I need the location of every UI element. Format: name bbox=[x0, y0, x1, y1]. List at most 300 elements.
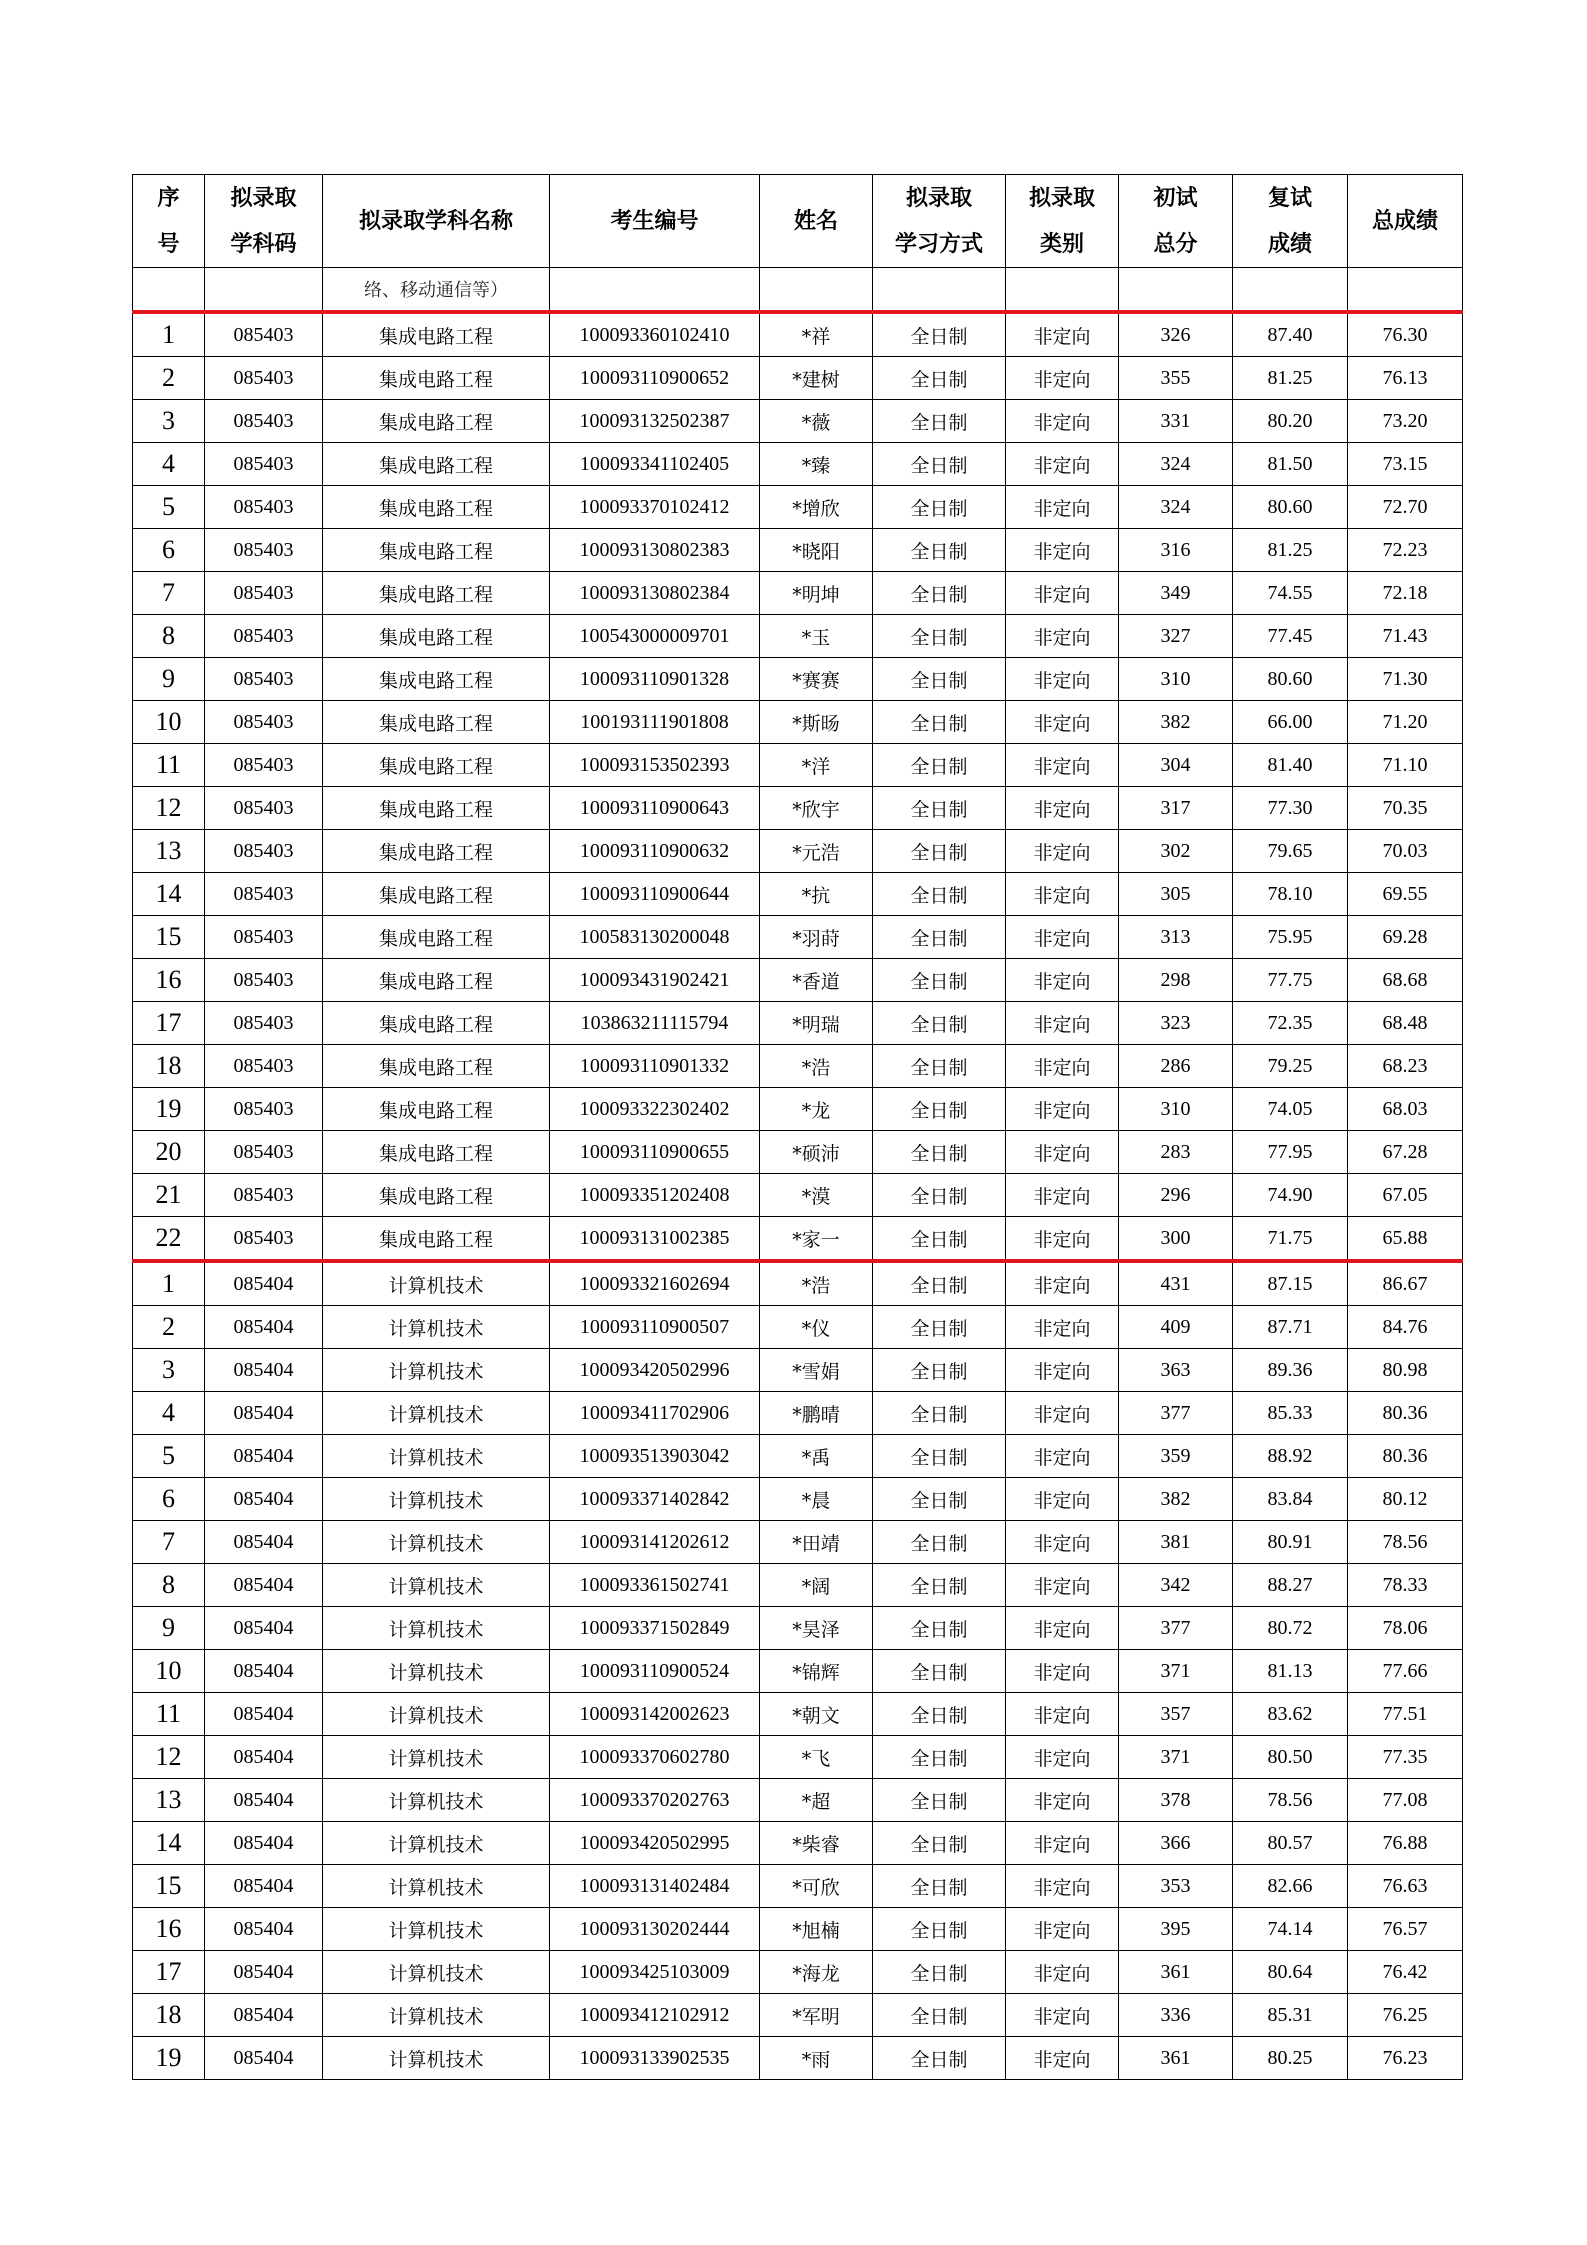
header-subject-name: 拟录取学科名称 bbox=[323, 175, 550, 268]
header-category: 拟录取 类别 bbox=[1006, 175, 1119, 268]
header-study-mode: 拟录取 学习方式 bbox=[873, 175, 1006, 268]
cell-retest-score: 87.71 bbox=[1233, 1306, 1348, 1349]
cell-study-mode: 全日制 bbox=[873, 1908, 1006, 1951]
cell-category: 非定向 bbox=[1006, 1822, 1119, 1865]
cell-candidate-id: 100193111901808 bbox=[550, 701, 760, 744]
cell-subject-code: 085403 bbox=[205, 658, 323, 701]
cell-student-name: *羽莳 bbox=[760, 916, 873, 959]
table-row bbox=[133, 486, 1463, 529]
cell-seq: 14 bbox=[133, 1822, 205, 1865]
cell-subject-name: 集成电路工程 bbox=[323, 1002, 550, 1045]
cell-retest-score: 75.95 bbox=[1233, 916, 1348, 959]
cell-student-name: *禹 bbox=[760, 1435, 873, 1478]
cell-study-mode: 全日制 bbox=[873, 830, 1006, 873]
cell-candidate-id: 100543000009701 bbox=[550, 615, 760, 658]
table-body bbox=[133, 312, 1463, 2080]
cell-seq: 9 bbox=[133, 658, 205, 701]
header-code: 拟录取 学科码 bbox=[205, 175, 323, 268]
cell-subject-code: 085403 bbox=[205, 357, 323, 400]
table-row bbox=[133, 658, 1463, 701]
cell-total-score: 76.13 bbox=[1348, 357, 1463, 400]
cell-seq: 10 bbox=[133, 701, 205, 744]
cell-seq: 6 bbox=[133, 1478, 205, 1521]
cell-seq: 3 bbox=[133, 1349, 205, 1392]
table-row bbox=[133, 1131, 1463, 1174]
cell-subject-name: 集成电路工程 bbox=[323, 658, 550, 701]
cell-student-name: *硕沛 bbox=[760, 1131, 873, 1174]
cell-subject-code: 085404 bbox=[205, 1908, 323, 1951]
cell-retest-score: 80.20 bbox=[1233, 400, 1348, 443]
cell-seq: 15 bbox=[133, 1865, 205, 1908]
cell-subject-code: 085403 bbox=[205, 959, 323, 1002]
cell-total-score: 78.56 bbox=[1348, 1521, 1463, 1564]
cell-initial-score: 302 bbox=[1119, 830, 1233, 873]
table-row bbox=[133, 701, 1463, 744]
table-row bbox=[133, 2037, 1463, 2080]
cell-total-score: 68.23 bbox=[1348, 1045, 1463, 1088]
cell-student-name: *增欣 bbox=[760, 486, 873, 529]
header-student-name: 姓名 bbox=[760, 175, 873, 268]
cell-candidate-id: 100093431902421 bbox=[550, 959, 760, 1002]
cell-retest-score: 80.64 bbox=[1233, 1951, 1348, 1994]
table-row bbox=[133, 1349, 1463, 1392]
cell-candidate-id: 100093110901332 bbox=[550, 1045, 760, 1088]
table-row bbox=[133, 1564, 1463, 1607]
cell-student-name: *斯旸 bbox=[760, 701, 873, 744]
table-row bbox=[133, 400, 1463, 443]
cell-seq: 12 bbox=[133, 787, 205, 830]
cell-total-score: 76.23 bbox=[1348, 2037, 1463, 2080]
cell-initial-score: 409 bbox=[1119, 1306, 1233, 1349]
cell-initial-score: 349 bbox=[1119, 572, 1233, 615]
cell-subject-code: 085403 bbox=[205, 1002, 323, 1045]
cell-retest-score: 80.60 bbox=[1233, 658, 1348, 701]
cell-subject-name: 计算机技术 bbox=[323, 1865, 550, 1908]
note-cell-empty bbox=[760, 268, 873, 313]
cell-subject-code: 085403 bbox=[205, 873, 323, 916]
note-cell-empty bbox=[1006, 268, 1119, 313]
cell-total-score: 72.18 bbox=[1348, 572, 1463, 615]
cell-retest-score: 71.75 bbox=[1233, 1217, 1348, 1262]
cell-seq: 11 bbox=[133, 1693, 205, 1736]
cell-student-name: *阔 bbox=[760, 1564, 873, 1607]
cell-initial-score: 395 bbox=[1119, 1908, 1233, 1951]
cell-initial-score: 317 bbox=[1119, 787, 1233, 830]
cell-study-mode: 全日制 bbox=[873, 572, 1006, 615]
cell-initial-score: 381 bbox=[1119, 1521, 1233, 1564]
cell-retest-score: 80.72 bbox=[1233, 1607, 1348, 1650]
cell-total-score: 77.35 bbox=[1348, 1736, 1463, 1779]
cell-total-score: 76.42 bbox=[1348, 1951, 1463, 1994]
cell-subject-name: 集成电路工程 bbox=[323, 486, 550, 529]
cell-subject-code: 085403 bbox=[205, 744, 323, 787]
cell-category: 非定向 bbox=[1006, 1174, 1119, 1217]
cell-seq: 16 bbox=[133, 1908, 205, 1951]
cell-subject-name: 计算机技术 bbox=[323, 1994, 550, 2037]
cell-candidate-id: 100093110900632 bbox=[550, 830, 760, 873]
cell-retest-score: 78.56 bbox=[1233, 1779, 1348, 1822]
cell-subject-name: 计算机技术 bbox=[323, 1521, 550, 1564]
cell-study-mode: 全日制 bbox=[873, 959, 1006, 1002]
table-row bbox=[133, 873, 1463, 916]
cell-student-name: *浩 bbox=[760, 1045, 873, 1088]
cell-subject-name: 计算机技术 bbox=[323, 1261, 550, 1306]
cell-subject-name: 计算机技术 bbox=[323, 1650, 550, 1693]
cell-category: 非定向 bbox=[1006, 744, 1119, 787]
cell-study-mode: 全日制 bbox=[873, 1736, 1006, 1779]
cell-total-score: 78.06 bbox=[1348, 1607, 1463, 1650]
cell-student-name: *晓阳 bbox=[760, 529, 873, 572]
cell-category: 非定向 bbox=[1006, 1217, 1119, 1262]
cell-initial-score: 331 bbox=[1119, 400, 1233, 443]
cell-initial-score: 305 bbox=[1119, 873, 1233, 916]
cell-seq: 4 bbox=[133, 443, 205, 486]
cell-study-mode: 全日制 bbox=[873, 1306, 1006, 1349]
cell-candidate-id: 100093153502393 bbox=[550, 744, 760, 787]
cell-subject-code: 085403 bbox=[205, 572, 323, 615]
cell-subject-name: 集成电路工程 bbox=[323, 744, 550, 787]
cell-retest-score: 81.25 bbox=[1233, 529, 1348, 572]
cell-study-mode: 全日制 bbox=[873, 1607, 1006, 1650]
cell-category: 非定向 bbox=[1006, 787, 1119, 830]
cell-total-score: 70.03 bbox=[1348, 830, 1463, 873]
cell-study-mode: 全日制 bbox=[873, 312, 1006, 357]
cell-seq: 17 bbox=[133, 1951, 205, 1994]
cell-candidate-id: 100093110900655 bbox=[550, 1131, 760, 1174]
cell-candidate-id: 100093110901328 bbox=[550, 658, 760, 701]
cell-initial-score: 310 bbox=[1119, 1088, 1233, 1131]
cell-total-score: 71.10 bbox=[1348, 744, 1463, 787]
cell-seq: 19 bbox=[133, 2037, 205, 2080]
cell-student-name: *柴睿 bbox=[760, 1822, 873, 1865]
cell-seq: 1 bbox=[133, 312, 205, 357]
cell-category: 非定向 bbox=[1006, 830, 1119, 873]
cell-seq: 16 bbox=[133, 959, 205, 1002]
table-row bbox=[133, 959, 1463, 1002]
cell-subject-code: 085403 bbox=[205, 529, 323, 572]
cell-total-score: 76.25 bbox=[1348, 1994, 1463, 2037]
cell-initial-score: 359 bbox=[1119, 1435, 1233, 1478]
cell-subject-code: 085403 bbox=[205, 1131, 323, 1174]
cell-candidate-id: 100093132502387 bbox=[550, 400, 760, 443]
cell-total-score: 68.68 bbox=[1348, 959, 1463, 1002]
cell-seq: 21 bbox=[133, 1174, 205, 1217]
cell-subject-code: 085404 bbox=[205, 1693, 323, 1736]
cell-retest-score: 80.25 bbox=[1233, 2037, 1348, 2080]
cell-retest-score: 77.45 bbox=[1233, 615, 1348, 658]
cell-total-score: 67.05 bbox=[1348, 1174, 1463, 1217]
cell-subject-code: 085404 bbox=[205, 1650, 323, 1693]
cell-retest-score: 80.60 bbox=[1233, 486, 1348, 529]
cell-study-mode: 全日制 bbox=[873, 1951, 1006, 1994]
cell-retest-score: 81.50 bbox=[1233, 443, 1348, 486]
cell-subject-code: 085403 bbox=[205, 830, 323, 873]
cell-subject-code: 085404 bbox=[205, 1478, 323, 1521]
header-seq: 序 号 bbox=[133, 175, 205, 268]
cell-subject-name: 集成电路工程 bbox=[323, 400, 550, 443]
cell-subject-code: 085403 bbox=[205, 443, 323, 486]
table-row bbox=[133, 1392, 1463, 1435]
cell-candidate-id: 100093131002385 bbox=[550, 1217, 760, 1262]
cell-candidate-id: 100093141202612 bbox=[550, 1521, 760, 1564]
cell-student-name: *田靖 bbox=[760, 1521, 873, 1564]
cell-study-mode: 全日制 bbox=[873, 1521, 1006, 1564]
cell-initial-score: 377 bbox=[1119, 1392, 1233, 1435]
cell-category: 非定向 bbox=[1006, 486, 1119, 529]
cell-seq: 10 bbox=[133, 1650, 205, 1693]
cell-category: 非定向 bbox=[1006, 1736, 1119, 1779]
cell-initial-score: 371 bbox=[1119, 1650, 1233, 1693]
cell-total-score: 72.70 bbox=[1348, 486, 1463, 529]
cell-subject-code: 085404 bbox=[205, 1261, 323, 1306]
cell-subject-code: 085403 bbox=[205, 312, 323, 357]
cell-study-mode: 全日制 bbox=[873, 916, 1006, 959]
cell-study-mode: 全日制 bbox=[873, 873, 1006, 916]
cell-category: 非定向 bbox=[1006, 701, 1119, 744]
cell-study-mode: 全日制 bbox=[873, 1564, 1006, 1607]
table-row bbox=[133, 1951, 1463, 1994]
cell-student-name: *雨 bbox=[760, 2037, 873, 2080]
cell-initial-score: 283 bbox=[1119, 1131, 1233, 1174]
cell-subject-name: 计算机技术 bbox=[323, 1908, 550, 1951]
cell-candidate-id: 100093351202408 bbox=[550, 1174, 760, 1217]
cell-student-name: *洋 bbox=[760, 744, 873, 787]
cell-category: 非定向 bbox=[1006, 443, 1119, 486]
cell-candidate-id: 100093142002623 bbox=[550, 1693, 760, 1736]
cell-student-name: *香道 bbox=[760, 959, 873, 1002]
note-row bbox=[133, 268, 1463, 313]
cell-study-mode: 全日制 bbox=[873, 1650, 1006, 1693]
table-row bbox=[133, 1088, 1463, 1131]
cell-total-score: 77.51 bbox=[1348, 1693, 1463, 1736]
cell-total-score: 77.08 bbox=[1348, 1779, 1463, 1822]
cell-total-score: 73.20 bbox=[1348, 400, 1463, 443]
cell-subject-code: 085403 bbox=[205, 787, 323, 830]
cell-subject-name: 计算机技术 bbox=[323, 1693, 550, 1736]
cell-candidate-id: 100093133902535 bbox=[550, 2037, 760, 2080]
cell-subject-name: 集成电路工程 bbox=[323, 443, 550, 486]
cell-candidate-id: 100093321602694 bbox=[550, 1261, 760, 1306]
cell-category: 非定向 bbox=[1006, 1521, 1119, 1564]
cell-subject-name: 计算机技术 bbox=[323, 1736, 550, 1779]
cell-candidate-id: 100583130200048 bbox=[550, 916, 760, 959]
cell-category: 非定向 bbox=[1006, 615, 1119, 658]
cell-study-mode: 全日制 bbox=[873, 1693, 1006, 1736]
table-row bbox=[133, 916, 1463, 959]
cell-candidate-id: 100093110900652 bbox=[550, 357, 760, 400]
cell-category: 非定向 bbox=[1006, 1564, 1119, 1607]
cell-subject-code: 085404 bbox=[205, 1564, 323, 1607]
cell-initial-score: 296 bbox=[1119, 1174, 1233, 1217]
cell-subject-name: 计算机技术 bbox=[323, 1478, 550, 1521]
admission-table bbox=[132, 174, 1463, 2080]
cell-initial-score: 336 bbox=[1119, 1994, 1233, 2037]
cell-seq: 11 bbox=[133, 744, 205, 787]
table-row bbox=[133, 1865, 1463, 1908]
cell-study-mode: 全日制 bbox=[873, 1779, 1006, 1822]
cell-candidate-id: 100093130202444 bbox=[550, 1908, 760, 1951]
cell-retest-score: 88.92 bbox=[1233, 1435, 1348, 1478]
cell-subject-name: 计算机技术 bbox=[323, 1392, 550, 1435]
cell-subject-code: 085404 bbox=[205, 1607, 323, 1650]
cell-category: 非定向 bbox=[1006, 1306, 1119, 1349]
table-row bbox=[133, 1002, 1463, 1045]
cell-initial-score: 326 bbox=[1119, 312, 1233, 357]
header-row bbox=[133, 175, 1463, 268]
cell-total-score: 84.76 bbox=[1348, 1306, 1463, 1349]
cell-student-name: *龙 bbox=[760, 1088, 873, 1131]
cell-student-name: *海龙 bbox=[760, 1951, 873, 1994]
cell-total-score: 69.55 bbox=[1348, 873, 1463, 916]
cell-category: 非定向 bbox=[1006, 1693, 1119, 1736]
table-row bbox=[133, 830, 1463, 873]
cell-total-score: 65.88 bbox=[1348, 1217, 1463, 1262]
cell-subject-code: 085404 bbox=[205, 1865, 323, 1908]
cell-total-score: 68.03 bbox=[1348, 1088, 1463, 1131]
cell-study-mode: 全日制 bbox=[873, 658, 1006, 701]
cell-student-name: *锦辉 bbox=[760, 1650, 873, 1693]
cell-student-name: *祥 bbox=[760, 312, 873, 357]
cell-category: 非定向 bbox=[1006, 357, 1119, 400]
table-row bbox=[133, 1261, 1463, 1306]
cell-subject-name: 计算机技术 bbox=[323, 1951, 550, 1994]
cell-seq: 8 bbox=[133, 1564, 205, 1607]
cell-student-name: *雪娟 bbox=[760, 1349, 873, 1392]
cell-category: 非定向 bbox=[1006, 1002, 1119, 1045]
cell-student-name: *飞 bbox=[760, 1736, 873, 1779]
cell-retest-score: 81.40 bbox=[1233, 744, 1348, 787]
cell-candidate-id: 100093131402484 bbox=[550, 1865, 760, 1908]
cell-total-score: 86.67 bbox=[1348, 1261, 1463, 1306]
cell-student-name: *赛赛 bbox=[760, 658, 873, 701]
cell-subject-code: 085403 bbox=[205, 1217, 323, 1262]
cell-candidate-id: 100093130802384 bbox=[550, 572, 760, 615]
table-row bbox=[133, 1994, 1463, 2037]
cell-student-name: *可欣 bbox=[760, 1865, 873, 1908]
cell-student-name: *昊泽 bbox=[760, 1607, 873, 1650]
cell-candidate-id: 100093513903042 bbox=[550, 1435, 760, 1478]
cell-subject-name: 集成电路工程 bbox=[323, 1131, 550, 1174]
cell-seq: 20 bbox=[133, 1131, 205, 1174]
cell-student-name: *超 bbox=[760, 1779, 873, 1822]
cell-total-score: 77.66 bbox=[1348, 1650, 1463, 1693]
cell-initial-score: 342 bbox=[1119, 1564, 1233, 1607]
cell-retest-score: 77.30 bbox=[1233, 787, 1348, 830]
cell-retest-score: 83.62 bbox=[1233, 1693, 1348, 1736]
cell-student-name: *元浩 bbox=[760, 830, 873, 873]
table-row bbox=[133, 1478, 1463, 1521]
cell-category: 非定向 bbox=[1006, 312, 1119, 357]
cell-seq: 18 bbox=[133, 1045, 205, 1088]
cell-category: 非定向 bbox=[1006, 873, 1119, 916]
header-candidate-id: 考生编号 bbox=[550, 175, 760, 268]
cell-candidate-id: 100093341102405 bbox=[550, 443, 760, 486]
cell-student-name: *臻 bbox=[760, 443, 873, 486]
cell-candidate-id: 100093370202763 bbox=[550, 1779, 760, 1822]
cell-study-mode: 全日制 bbox=[873, 1865, 1006, 1908]
cell-candidate-id: 100093411702906 bbox=[550, 1392, 760, 1435]
cell-subject-name: 计算机技术 bbox=[323, 1349, 550, 1392]
cell-category: 非定向 bbox=[1006, 400, 1119, 443]
cell-retest-score: 80.91 bbox=[1233, 1521, 1348, 1564]
cell-study-mode: 全日制 bbox=[873, 1994, 1006, 2037]
cell-retest-score: 80.50 bbox=[1233, 1736, 1348, 1779]
cell-subject-name: 集成电路工程 bbox=[323, 529, 550, 572]
cell-candidate-id: 100093425103009 bbox=[550, 1951, 760, 1994]
cell-category: 非定向 bbox=[1006, 1392, 1119, 1435]
cell-candidate-id: 100093370602780 bbox=[550, 1736, 760, 1779]
cell-subject-code: 085404 bbox=[205, 1951, 323, 1994]
cell-subject-code: 085404 bbox=[205, 1521, 323, 1564]
cell-candidate-id: 100093110900644 bbox=[550, 873, 760, 916]
cell-study-mode: 全日制 bbox=[873, 744, 1006, 787]
cell-total-score: 72.23 bbox=[1348, 529, 1463, 572]
cell-candidate-id: 100093130802383 bbox=[550, 529, 760, 572]
cell-subject-name: 集成电路工程 bbox=[323, 1217, 550, 1262]
note-cell-empty bbox=[1233, 268, 1348, 313]
cell-category: 非定向 bbox=[1006, 1994, 1119, 2037]
cell-subject-code: 085404 bbox=[205, 1779, 323, 1822]
cell-study-mode: 全日制 bbox=[873, 1131, 1006, 1174]
cell-study-mode: 全日制 bbox=[873, 1822, 1006, 1865]
cell-study-mode: 全日制 bbox=[873, 1174, 1006, 1217]
cell-category: 非定向 bbox=[1006, 1349, 1119, 1392]
cell-category: 非定向 bbox=[1006, 959, 1119, 1002]
table-row bbox=[133, 572, 1463, 615]
header-retest-score: 复试 成绩 bbox=[1233, 175, 1348, 268]
cell-retest-score: 89.36 bbox=[1233, 1349, 1348, 1392]
cell-seq: 5 bbox=[133, 1435, 205, 1478]
cell-candidate-id: 100093110900524 bbox=[550, 1650, 760, 1693]
cell-candidate-id: 100093371502849 bbox=[550, 1607, 760, 1650]
cell-total-score: 69.28 bbox=[1348, 916, 1463, 959]
cell-student-name: *晨 bbox=[760, 1478, 873, 1521]
cell-subject-code: 085403 bbox=[205, 400, 323, 443]
cell-category: 非定向 bbox=[1006, 1865, 1119, 1908]
cell-initial-score: 323 bbox=[1119, 1002, 1233, 1045]
cell-total-score: 68.48 bbox=[1348, 1002, 1463, 1045]
table-row bbox=[133, 1650, 1463, 1693]
cell-category: 非定向 bbox=[1006, 1908, 1119, 1951]
note-cell-empty bbox=[873, 268, 1006, 313]
cell-subject-code: 085403 bbox=[205, 916, 323, 959]
cell-study-mode: 全日制 bbox=[873, 1088, 1006, 1131]
cell-category: 非定向 bbox=[1006, 1261, 1119, 1306]
cell-category: 非定向 bbox=[1006, 1650, 1119, 1693]
cell-seq: 3 bbox=[133, 400, 205, 443]
cell-study-mode: 全日制 bbox=[873, 787, 1006, 830]
cell-total-score: 80.36 bbox=[1348, 1435, 1463, 1478]
cell-study-mode: 全日制 bbox=[873, 2037, 1006, 2080]
cell-study-mode: 全日制 bbox=[873, 1435, 1006, 1478]
cell-retest-score: 74.90 bbox=[1233, 1174, 1348, 1217]
cell-subject-code: 085403 bbox=[205, 615, 323, 658]
cell-seq: 9 bbox=[133, 1607, 205, 1650]
cell-total-score: 71.43 bbox=[1348, 615, 1463, 658]
cell-candidate-id: 100093412102912 bbox=[550, 1994, 760, 2037]
cell-retest-score: 80.57 bbox=[1233, 1822, 1348, 1865]
cell-initial-score: 324 bbox=[1119, 486, 1233, 529]
cell-initial-score: 286 bbox=[1119, 1045, 1233, 1088]
table-row bbox=[133, 1822, 1463, 1865]
cell-subject-name: 集成电路工程 bbox=[323, 572, 550, 615]
cell-total-score: 67.28 bbox=[1348, 1131, 1463, 1174]
cell-total-score: 76.57 bbox=[1348, 1908, 1463, 1951]
table-row bbox=[133, 1779, 1463, 1822]
cell-initial-score: 378 bbox=[1119, 1779, 1233, 1822]
cell-study-mode: 全日制 bbox=[873, 1002, 1006, 1045]
cell-candidate-id: 100093322302402 bbox=[550, 1088, 760, 1131]
